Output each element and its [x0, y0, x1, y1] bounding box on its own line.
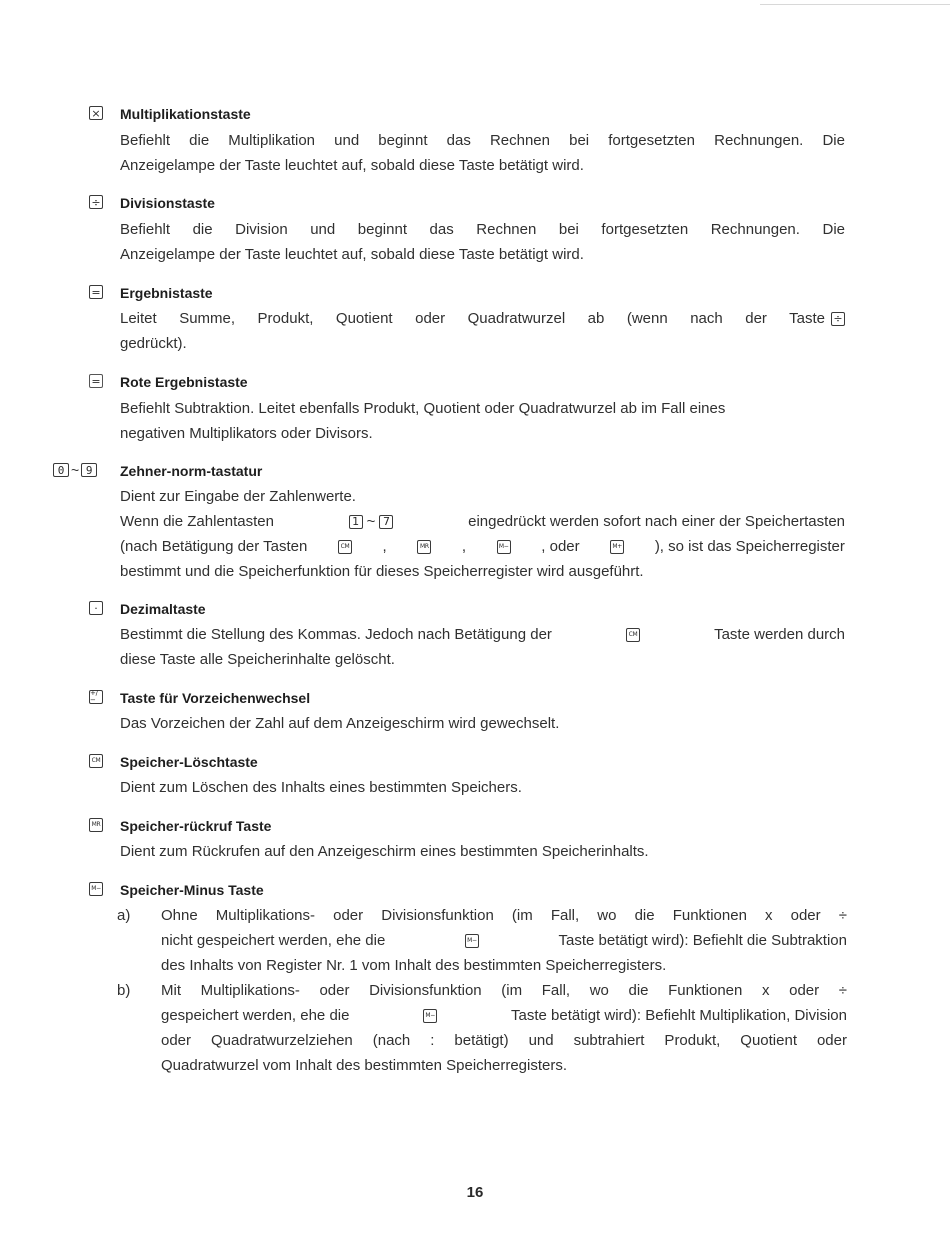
m-minus-key-icon: M− — [89, 882, 103, 896]
text-segment: Taste werden durch — [714, 626, 845, 643]
text-line: gedrückt). — [120, 335, 187, 352]
text-segment: eingedrückt werden sofort nach einer der Speichertasten — [468, 513, 845, 530]
cm-key-icon: CM — [626, 628, 640, 642]
case-label: a) — [117, 907, 131, 924]
text-segment: gespeichert werden, ehe die — [161, 1007, 350, 1024]
text-segment: Taste betätigt wird): Befiehlt die Subtraktion — [558, 932, 847, 949]
multiplication-description-2 — [120, 153, 845, 178]
digit-nine-key-icon: 9 — [81, 463, 97, 477]
result-description-2 — [120, 331, 845, 356]
memory-minus-case-b — [117, 978, 847, 1078]
m-plus-key-icon: M+ — [610, 540, 624, 554]
text-segment: Wenn die Zahlentasten — [120, 513, 274, 530]
mr-key-icon: MR — [417, 540, 431, 554]
divide-key-icon: ÷ — [831, 312, 845, 326]
division-heading: Divisionstaste — [120, 195, 215, 211]
m-minus-key-icon: M− — [465, 934, 479, 948]
text-line: Mit Multiplikations- oder Divisionsfunktion (im Fall, wo die Funktionen x oder ÷ — [161, 982, 847, 999]
text-line: negativen Multiplikators oder Divisors. — [120, 425, 373, 442]
text-line: Befiehlt die Division und beginnt das Rechnen bei fortgesetzten Rechnungen. Die — [120, 221, 845, 238]
m-minus-key-icon: M− — [423, 1009, 437, 1023]
decimal-point-key-icon: · — [89, 601, 103, 615]
top-rule — [760, 4, 950, 5]
red-result-description-2 — [120, 421, 845, 446]
text-line: Dient zum Löschen des Inhalts eines bestimmten Speichers. — [120, 779, 522, 796]
text-line: diese Taste alle Speicherinhalte gelöscht. — [120, 651, 395, 668]
divide-key-icon: ÷ — [89, 195, 103, 209]
memory-recall-description — [120, 839, 845, 864]
equals-key-icon: = — [89, 285, 103, 299]
memory-minus-heading: Speicher-Minus Taste — [120, 882, 264, 898]
text-segment: nicht gespeichert werden, ehe die — [161, 932, 386, 949]
cm-key-icon: CM — [338, 540, 352, 554]
plus-minus-key-icon: +/− — [89, 690, 103, 704]
text-line: Anzeigelampe der Taste leuchtet auf, sobald diese Taste betätigt wird. — [120, 157, 584, 174]
memory-recall-heading: Speicher-rückruf Taste — [120, 818, 272, 834]
digit-key-range-inline — [345, 509, 398, 534]
separator: , oder — [541, 538, 580, 555]
case-label: b) — [117, 982, 131, 999]
text-line: Quadratwurzel vom Inhalt des bestimmten Speicherregisters. — [161, 1057, 568, 1074]
numeric-keypad-line-3 — [120, 534, 845, 559]
division-description — [120, 217, 845, 242]
numeric-keypad-line-4 — [120, 559, 845, 584]
separator: , — [461, 538, 467, 555]
text-line: Anzeigelampe der Taste leuchtet auf, sobald diese Taste betätigt wird. — [120, 246, 584, 263]
numeric-keypad-heading: Zehner-norm-tastatur — [120, 463, 263, 479]
red-equals-key-icon: = — [89, 374, 103, 388]
range-tilde: ~ — [71, 462, 80, 478]
text-segment: Taste betätigt wird): Befiehlt Multiplikation, Division — [511, 1007, 847, 1024]
text-line-with-key — [161, 1003, 847, 1028]
text-line: Dient zur Eingabe der Zahlenwerte. — [120, 488, 356, 505]
text-line: bestimmt und die Speicherfunktion für dieses Speicherregister wird ausgeführt. — [120, 563, 644, 580]
result-description — [120, 306, 845, 331]
text-line: Das Vorzeichen der Zahl auf dem Anzeigeschirm wird gewechselt. — [120, 715, 560, 732]
multiplication-description — [120, 128, 845, 153]
separator: , — [382, 538, 387, 555]
m-minus-key-icon: M− — [497, 540, 511, 554]
text-segment: (nach Betätigung der Tasten — [120, 538, 308, 555]
text-line: Leitet Summe, Produkt, Quotient oder Quadratwurzel ab (wenn nach der Taste — [120, 310, 825, 327]
numeric-keypad-line-2 — [120, 509, 845, 534]
memory-minus-case-a — [117, 903, 847, 978]
memory-clear-heading: Speicher-Löschtaste — [120, 754, 258, 770]
decimal-heading: Dezimaltaste — [120, 601, 206, 617]
digit-one-key-icon: 1 — [349, 515, 363, 529]
result-heading: Ergebnistaste — [120, 285, 213, 301]
page-number: 16 — [466, 1184, 484, 1201]
cm-key-icon: CM — [89, 754, 103, 768]
division-description-2 — [120, 242, 845, 267]
text-line: Ohne Multiplikations- oder Divisionsfunktion (im Fall, wo die Funktionen x oder ÷ — [161, 907, 847, 924]
sign-change-description — [120, 711, 845, 736]
text-line: Dient zum Rückrufen auf den Anzeigeschirm eines bestimmten Speicherinhalts. — [120, 843, 649, 860]
text-line: Befiehlt Subtraktion. Leitet ebenfalls Produkt, Quotient oder Quadratwurzel ab im Fall eines — [120, 400, 726, 417]
mr-key-icon: MR — [89, 818, 103, 832]
multiplication-heading: Multiplikationstaste — [120, 106, 251, 122]
text-line: Befiehlt die Multiplikation und beginnt das Rechnen bei fortgesetzten Rechnungen. Die — [120, 132, 845, 149]
text-line: des Inhalts von Register Nr. 1 vom Inhalt des bestimmten Speicherregisters. — [161, 957, 667, 974]
sign-change-heading: Taste für Vorzeichenwechsel — [120, 690, 311, 706]
red-result-heading: Rote Ergebnistaste — [120, 374, 248, 390]
range-tilde: ~ — [366, 513, 376, 530]
text-segment: ), so ist das Speicherregister — [654, 538, 845, 555]
numeric-keypad-line-1 — [120, 484, 845, 509]
decimal-description-2 — [120, 647, 845, 672]
red-result-description — [120, 396, 845, 421]
digit-zero-key-icon: 0 — [53, 463, 69, 477]
digit-seven-key-icon: 7 — [379, 515, 393, 529]
digit-range-keys — [53, 462, 97, 478]
text-segment: Bestimmt die Stellung des Kommas. Jedoch nach Betätigung der — [120, 626, 552, 643]
text-line-with-key — [161, 928, 847, 953]
text-line: oder Quadratwurzelziehen (nach : betätigt) und subtrahiert Produkt, Quotient oder — [161, 1032, 847, 1049]
multiply-key-icon: × — [89, 106, 103, 120]
decimal-description — [120, 622, 845, 647]
memory-clear-description — [120, 775, 845, 800]
